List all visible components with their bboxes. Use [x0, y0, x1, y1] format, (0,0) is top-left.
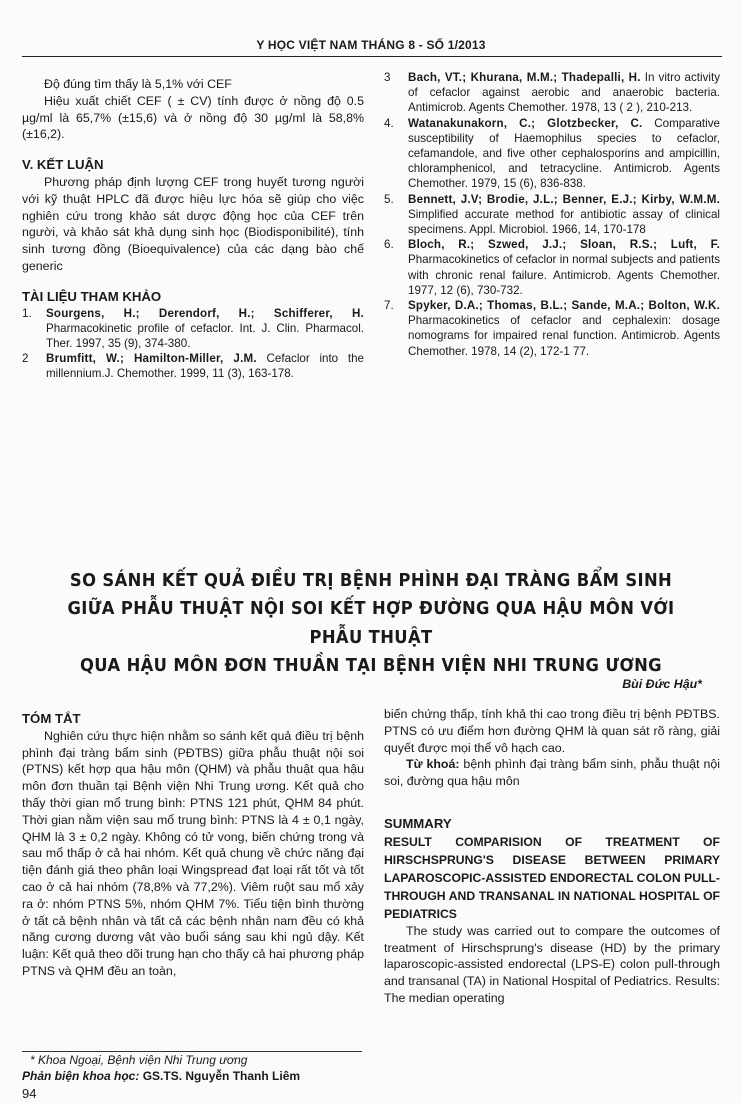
- keywords-label: Từ khoá:: [406, 757, 460, 772]
- reference-item: [22, 306, 364, 352]
- summary-title: RESULT COMPARISION OF TREATMENT OF HIRSCHSPRUNG'S DISEASE BETWEEN PRIMARY LAPAROSCOPIC-ASSISTED ENDORECTAL COLON PULL-THROUGH AND TRANSANAL IN NATIONAL HOSPITAL OF PEDIATRICS: [384, 834, 720, 921]
- abstract-text-cont: biến chứng thấp, tính khả thi cao trong điều trị bệnh PĐTBS. PTNS có ưu điểm hơn đường QHM là quan sát rõ ràng, giải quyết được mọi thể vô hạch cao.: [384, 707, 720, 755]
- reference-item: [384, 298, 720, 359]
- ref-text: Comparative susceptibility of Haemophilus species to cefaclor, cefamandole, and five other cephalosporins and ampicillin, chloramphenicol, and tetracycline. Antimicrob. Agents Chemother. 1979, 15 (6), 836-838.: [408, 116, 720, 191]
- header-rule: [22, 56, 722, 57]
- prev-left-column: [22, 76, 364, 382]
- ref-number: 2: [22, 352, 29, 366]
- abstract-text: Nghiên cứu thực hiện nhằm so sánh kết quả điều trị bệnh phình đại tràng bẩm sinh (PĐTBS) giữa phẫu thuật nội soi (PTNS) kết hợp qua hậu môn (QHM) và phẫu thuật qua hậu môn đơn thuần tại Bệnh viện Nhi Trung ương. Kết quả cho thấy thời gian mổ trung bình: PTNS 121 phút, QHM 84 phút. Thời gian nằm viện sau mổ trung bình: PTNS là 4 ± 0,1 ngày, QHM là 3 ± 0,2 ngày. Không có tử vong, biến chứng trong và sau mổ thấp ở cả hai nhóm. Kết quả chung về chức năng đại tiện đánh giá theo phân loại Wingspread đạt loại rất tốt và tốt cao ở cả hai nhóm (78,8% và 77,2%). Viêm ruột sau mổ xảy ra ở: nhóm PTNS 5%, nhóm QHM 7%. Tiểu tiện bình thường ở tất cả bệnh nhân và tất cả các bệnh nhân nam đều có khả năng cương dương vật vào buổi sáng sau khi ngủ dậy. Kết luận: Kết quả theo dõi trung hạn cho thấy cả hai phương pháp PTNS và QHM đều an toàn,: [22, 728, 364, 978]
- reference-item: [384, 70, 720, 116]
- summary-heading: SUMMARY: [384, 815, 452, 831]
- ref-text: Pharmacokinetic profile of cefaclor. Int. J. Clin. Pharmacol. Ther. 1997, 35 (9), 374-380.: [46, 321, 364, 350]
- ref-authors: Watanakunakorn, C.; Glotzbecker, C.: [408, 116, 643, 130]
- ref-authors: Sourgens, H.; Derendorf, H.; Schifferer, H.: [46, 306, 364, 320]
- ref-authors: Bach, VT.; Khurana, M.M.; Thadepalli, H.: [408, 71, 641, 84]
- reviewer-name: GS.TS. Nguyễn Thanh Liêm: [142, 1069, 301, 1083]
- ref-number: 4.: [384, 116, 394, 130]
- reference-item: [22, 351, 364, 381]
- ref-text: In vitro activity of cefaclor against aerobic and anaerobic bacteria. Antimicrob. Agents Chemother. 1978, 13 ( 2 ), 210-213.: [408, 71, 720, 115]
- keywords-text: bệnh phình đại tràng bẩm sinh, phẫu thuật nội soi, đường qua hậu môn: [384, 757, 720, 789]
- article-author: Bùi Đức Hậu*: [622, 677, 702, 691]
- extraction-text: Hiệu xuất chiết CEF ( ± CV) tính được ở nồng độ 0.5 µg/ml là 65,7% (±15,6) và ở nồng độ 30 µg/ml là 58,8% (±16,2).: [22, 93, 364, 142]
- reference-item: [384, 237, 720, 298]
- title-line: QUA HẬU MÔN ĐƠN THUẦN TẠI BỆNH VIỆN NHI TRUNG ƯƠNG: [80, 656, 662, 677]
- ref-text: Cefaclor into the millennium.J. Chemother. 1999, 11 (3), 163-178.: [46, 352, 364, 381]
- ref-number: 5.: [384, 192, 394, 206]
- reference-item: [384, 116, 720, 192]
- summary-column: [384, 706, 720, 1007]
- reference-item: [384, 192, 720, 238]
- ref-number: 1.: [22, 306, 32, 320]
- abstract-column: [22, 711, 364, 980]
- summary-text: The study was carried out to compare the outcomes of treatment of Hirschsprung's disease (HD) by the primary laparoscopic-assisted endorectal (LPS-E) colon pull-through and transanal (TA) in National Hospital of Pediatrics. Results: The median operating: [384, 923, 720, 1005]
- ref-text: Pharmacokinetics of cefaclor in normal subjects and patients with chronic renal failure. Antimicrob. Agents Chemother. 1977, 12 (6), 730-732.: [408, 253, 720, 297]
- reviewer-line: [22, 1068, 300, 1084]
- title-line: GIỮA PHẪU THUẬT NỘI SOI KẾT HỢP ĐƯỜNG QUA HẬU MÔN VỚI PHẪU THUẬT: [67, 599, 675, 648]
- prev-right-column: [384, 70, 720, 359]
- conclusion-heading: V. KẾT LUẬN: [22, 157, 104, 173]
- footnote-affiliation: [30, 1052, 247, 1068]
- ref-number: 6.: [384, 238, 394, 252]
- reviewer-label: Phản biện khoa học:: [22, 1069, 140, 1083]
- ref-number: 3: [384, 71, 391, 84]
- conclusion-text: Phương pháp định lượng CEF trong huyết tương người với kỹ thuật HPLC đã được hiệu lực hóa sẽ giúp cho việc nghiên cứu trong khảo sát dược động học của CEF trên người, và khảo sát khả dụng sinh học (Biodisponibilité), tính sinh tương đồng (Bioequivalence) của các dạng bào chế generic: [22, 174, 364, 273]
- keywords: [384, 756, 720, 790]
- article-title: [63, 567, 679, 681]
- ref-authors: Spyker, D.A.; Thomas, B.L.; Sande, M.A.; Bolton, W.K.: [408, 299, 720, 313]
- page-number: 94: [22, 1086, 37, 1101]
- journal-header: Y HỌC VIỆT NAM THÁNG 8 - SỐ 1/2013: [256, 38, 486, 52]
- ref-number: 7.: [384, 299, 394, 313]
- ref-authors: Bloch, R.; Szwed, J.J.; Sloan, R.S.; Luft, F.: [408, 238, 720, 252]
- ref-authors: Bennett, J.V; Brodie, J.L.; Benner, E.J.; Kirby, W.M.M.: [408, 192, 720, 206]
- references-heading: TÀI LIỆU THAM KHẢO: [22, 288, 162, 304]
- abstract-heading: TÓM TẮT: [22, 711, 81, 726]
- title-line: SO SÁNH KẾT QUẢ ĐIỀU TRỊ BỆNH PHÌNH ĐẠI TRÀNG BẨM SINH: [69, 571, 673, 591]
- affiliation-text: * Khoa Ngoại, Bệnh viện Nhi Trung ương: [30, 1053, 248, 1067]
- accuracy-text: Độ đúng tìm thấy là 5,1% với CEF: [44, 77, 232, 91]
- ref-authors: Brumfitt, W.; Hamilton-Miller, J.M.: [46, 352, 257, 366]
- ref-text: Pharmacokinetics of cefaclor and cephalexin: dosage nomograms for impaired renal function. Antimicrob. Agents Chemother. 1978, 14 (2), 172-1 77.: [408, 314, 720, 358]
- ref-text: Simplified accurate method for antibiotic assay of clinical specimens. Appl. Microbiol. 1966, 14, 170-178: [408, 207, 720, 237]
